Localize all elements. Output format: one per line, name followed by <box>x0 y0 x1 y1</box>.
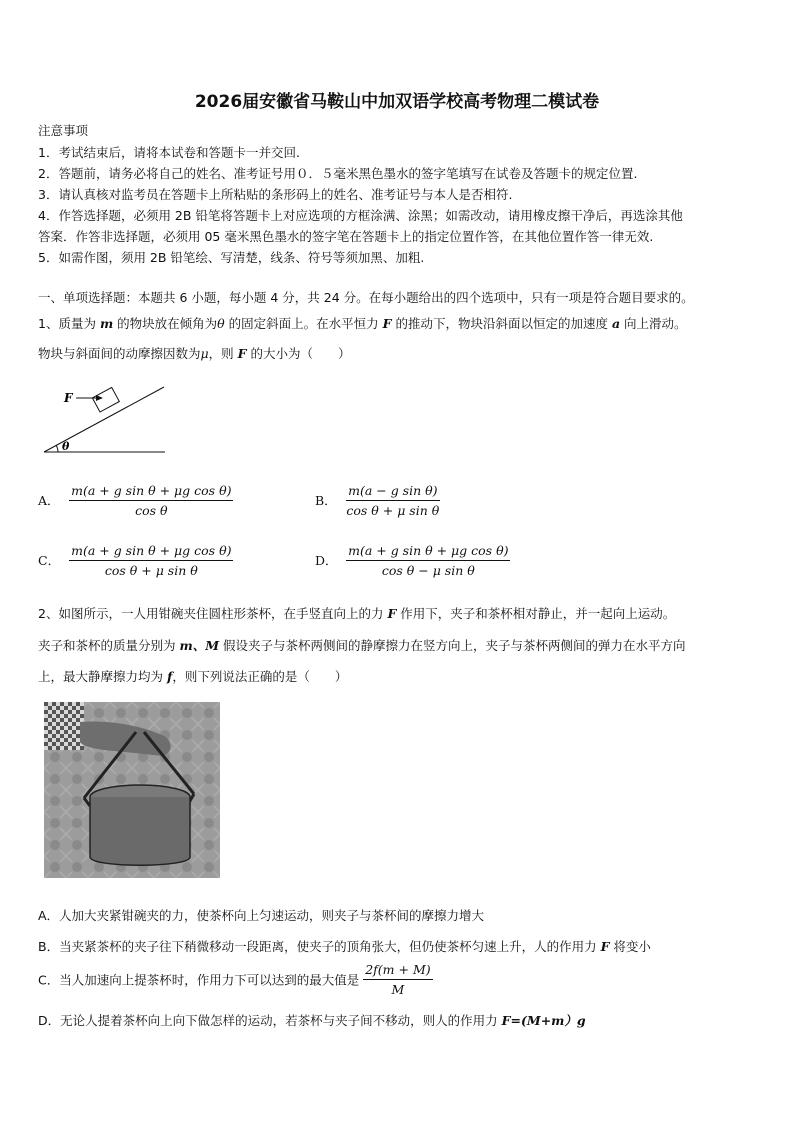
fraction: $\frac{2f(m + M)}{M}$ <box>365 962 431 997</box>
option-d[interactable]: D．无论人提着茶杯向上向下做怎样的运动，若茶杯与夹子间不移动，则人的作用力 F=(M+m）g <box>38 1013 586 1028</box>
option-c[interactable]: C．当人加速向上提茶杯时，作用力下可以达到的最大值是 $\frac{2f(m + M)}{M}$ <box>38 962 431 997</box>
incline-figure <box>40 378 170 458</box>
option-b[interactable]: B． $\frac{\text{m(a − g sin θ)}}{\text{cos θ + μ sin θ}}$ <box>315 483 440 518</box>
notice-item: 5．如需作图，须用 2B 铅笔绘、写清楚，线条、符号等须加黑、加粗. <box>38 250 425 265</box>
sleeve <box>44 702 84 750</box>
notice-item: 1．考试结束后，请将本试卷和答题卡一并交回. <box>38 145 300 160</box>
question-2-stem-line-3: 上，最大静摩擦力均为 f，则下列说法正确的是（ ） <box>38 669 348 684</box>
angle-label: θ <box>62 440 70 453</box>
notice-heading: 注意事项 <box>38 123 89 138</box>
force-label: F <box>64 391 73 405</box>
notice-item: 答案．作答非选择题，必须用 05 毫米黑色墨水的签字笔在答题卡上的指定位置作答，在其他位置作答一律无效. <box>38 229 654 244</box>
fraction: $\frac{\text{m(a + g sin θ + μg cos θ)}}{\text{cos θ + μ sin θ}}$ <box>71 543 232 578</box>
option-d[interactable]: D． $\frac{\text{m(a + g sin θ + μg cos θ)}}{\text{cos θ − μ sin θ}}$ <box>315 543 509 578</box>
option-a[interactable]: A． $\frac{\text{m(a + g sin θ + μg cos θ)}}{\text{cos θ}}$ <box>38 483 232 518</box>
option-a[interactable]: A．人加大夹紧钳碗夹的力，使茶杯向上匀速运动，则夹子与茶杯间的摩擦力增大 <box>38 908 485 923</box>
question-2-stem-line-2: 夹子和茶杯的质量分别为 m、M 假设夹子与茶杯两侧间的静摩擦力在竖方向上，夹子与茶杯两侧间的弹力在水平方向 <box>38 638 686 653</box>
cup-body <box>90 797 190 865</box>
fraction: $\frac{\text{m(a + g sin θ + μg cos θ)}}{\text{cos θ − μ sin θ}}$ <box>348 543 509 578</box>
fraction: $\frac{\text{m(a − g sin θ)}}{\text{cos θ + μ sin θ}}$ <box>346 483 440 518</box>
option-b[interactable]: B．当夹紧茶杯的夹子往下稍微移动一段距离，使夹子的顶角张大，但仍使茶杯匀速上升，人的作用力 F 将变小 <box>38 939 651 954</box>
question-2-stem-line-1: 2、如图所示，一人用钳碗夹住圆柱形茶杯，在手竖直向上的力 F 作用下，夹子和茶杯相对静止，并一起向上运动。 <box>38 606 676 621</box>
angle-arc <box>56 445 58 452</box>
fraction: $\frac{\text{m(a + g sin θ + μg cos θ)}}{\text{cos θ}}$ <box>71 483 232 518</box>
notice-item: 3．请认真核对监考员在答题卡上所粘贴的条形码上的姓名、准考证号与本人是否相符. <box>38 187 513 202</box>
section-heading: 一、单项选择题：本题共 6 小题，每小题 4 分，共 24 分。在每小题给出的四个选项中，只有一项是符合题目要求的。 <box>38 290 694 305</box>
option-c[interactable]: C． $\frac{\text{m(a + g sin θ + μg cos θ)}}{\text{cos θ + μ sin θ}}$ <box>38 543 232 578</box>
question-1-stem-line-2: 物块与斜面间的动摩擦因数为μ，则 F 的大小为（ ） <box>38 346 351 361</box>
page-title: 2026届安徽省马鞍山中加双语学校高考物理二模试卷 <box>194 92 600 112</box>
notice-item: 4．作答选择题，必须用 2B 铅笔将答题卡上对应选项的方框涂满、涂黑；如需改动，请用橡皮擦干净后，再选涂其他 <box>38 208 683 223</box>
question-1-stem-line-1: 1、质量为 m 的物块放在倾角为θ 的固定斜面上。在水平恒力 F 的推动下，物块沿斜面以恒定的加速度 a 向上滑动。 <box>38 316 687 331</box>
tea-cup-photo <box>44 702 220 878</box>
notice-item: 2．答题前，请务必将自己的姓名、准考证号用０．５毫米黑色墨水的签字笔填写在试卷及答题卡的规定位置. <box>38 166 638 181</box>
